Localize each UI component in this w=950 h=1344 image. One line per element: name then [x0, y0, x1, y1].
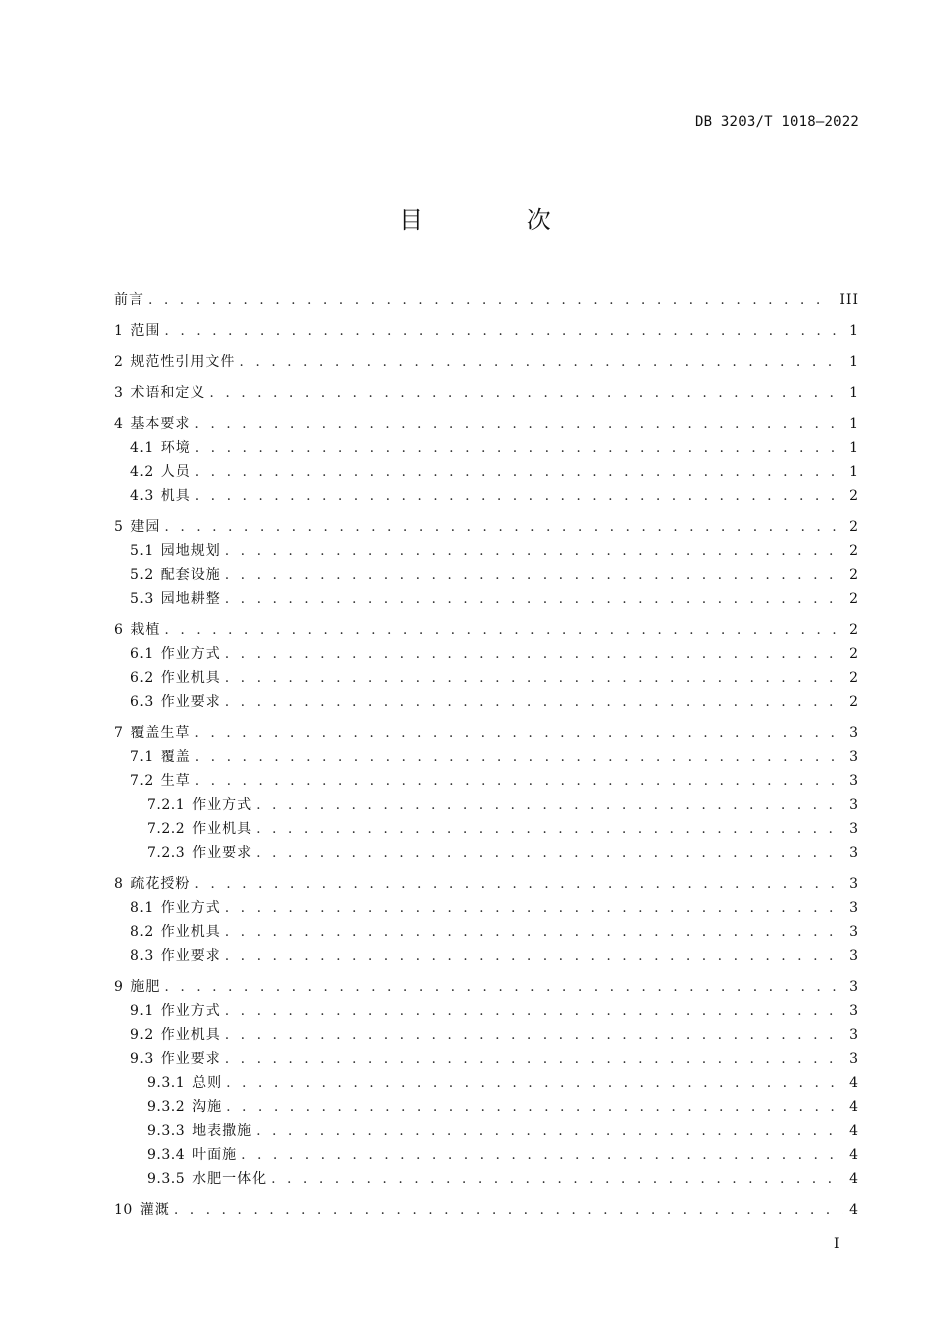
toc-leader-dots — [225, 644, 843, 664]
toc-entry[interactable] — [114, 692, 859, 712]
toc-entry-page: 4 — [849, 1171, 859, 1187]
toc-entry-label: 叶面施 — [192, 1147, 238, 1163]
toc-leader-dots — [195, 486, 843, 506]
toc-entry-page: III — [839, 292, 859, 308]
toc-entry[interactable] — [114, 747, 859, 767]
toc-entry-page: 4 — [849, 1147, 859, 1163]
toc-entry[interactable] — [114, 414, 859, 434]
toc-entry-number: 6.1 — [130, 646, 154, 662]
toc-entry-page: 2 — [849, 622, 859, 638]
toc-entry-label: 环境 — [160, 440, 191, 456]
toc-entry-label: 作业机具 — [160, 670, 221, 686]
toc-entry-label: 作业要求 — [160, 694, 221, 710]
toc-entry-number: 6.3 — [130, 694, 154, 710]
toc-entry-number: 8.3 — [130, 948, 154, 964]
toc-entry-label: 术语和定义 — [130, 385, 206, 401]
toc-leader-dots — [256, 819, 843, 839]
toc-entry[interactable] — [114, 541, 859, 561]
toc-entry[interactable] — [114, 565, 859, 585]
toc-entry-page: 2 — [849, 567, 859, 583]
toc-entry[interactable] — [114, 486, 859, 506]
toc-entry[interactable] — [114, 1025, 859, 1045]
toc-entry-page: 3 — [849, 876, 859, 892]
toc-entry-number: 9.3.5 — [147, 1171, 186, 1187]
toc-leader-dots — [239, 352, 843, 372]
toc-entry-page: 4 — [849, 1123, 859, 1139]
toc-entry-number: 4 — [114, 416, 124, 432]
toc-leader-dots — [256, 1121, 843, 1141]
toc-entry-number: 7.2 — [130, 773, 154, 789]
toc-entry-number: 2 — [114, 354, 124, 370]
toc-entry-label: 规范性引用文件 — [130, 354, 236, 370]
toc-entry[interactable] — [114, 1169, 859, 1189]
toc-entry-label: 施肥 — [130, 979, 161, 995]
toc-entry-number: 9.1 — [130, 1003, 154, 1019]
toc-entry[interactable] — [114, 517, 859, 537]
toc-entry[interactable] — [114, 620, 859, 640]
toc-leader-dots — [225, 1049, 843, 1069]
toc-leader-dots — [164, 517, 843, 537]
toc-entry-number: 5 — [114, 519, 124, 535]
toc-leader-dots — [164, 321, 843, 341]
toc-entry[interactable] — [114, 898, 859, 918]
toc-leader-dots — [271, 1169, 843, 1189]
toc-entry[interactable] — [114, 723, 859, 743]
toc-entry[interactable] — [114, 1049, 859, 1069]
toc-entry[interactable] — [114, 977, 859, 997]
page-title: 目 次 — [399, 206, 599, 234]
toc-entry-number: 7 — [114, 725, 124, 741]
toc-entry-number: 9.3.1 — [147, 1075, 186, 1091]
toc-leader-dots — [164, 977, 843, 997]
toc-leader-dots — [226, 1097, 843, 1117]
toc-entry-number: 5.2 — [130, 567, 154, 583]
toc-entry-page: 4 — [849, 1075, 859, 1091]
toc-entry-page: 3 — [849, 948, 859, 964]
toc-entry-number: 6.2 — [130, 670, 154, 686]
toc-leader-dots — [209, 383, 843, 403]
toc-entry-number: 7.2.3 — [147, 845, 186, 861]
toc-entry-page: 3 — [849, 1003, 859, 1019]
toc-entry-number: 1 — [114, 323, 124, 339]
toc-entry-number: 5.3 — [130, 591, 154, 607]
toc-entry-label: 作业机具 — [192, 821, 253, 837]
toc-entry-page: 1 — [849, 323, 859, 339]
toc-entry[interactable] — [114, 321, 859, 341]
toc-entry-label: 园地耕整 — [160, 591, 221, 607]
toc-leader-dots — [226, 1073, 843, 1093]
toc-entry[interactable] — [114, 771, 859, 791]
toc-entry-number: 8.1 — [130, 900, 154, 916]
toc-entry-label: 前言 — [114, 292, 144, 308]
toc-entry[interactable] — [114, 946, 859, 966]
toc-entry-label: 覆盖 — [160, 749, 191, 765]
toc-entry-page: 2 — [849, 543, 859, 559]
toc-entry-label: 疏花授粉 — [130, 876, 191, 892]
toc-entry-page: 2 — [849, 591, 859, 607]
toc-entry-label: 沟施 — [192, 1099, 223, 1115]
toc-entry-page: 3 — [849, 979, 859, 995]
toc-entry-page: 3 — [849, 797, 859, 813]
toc-entry-page: 4 — [849, 1099, 859, 1115]
toc-entry[interactable] — [114, 438, 859, 458]
toc-leader-dots — [225, 898, 843, 918]
toc-entry-label: 栽植 — [130, 622, 161, 638]
toc-leader-dots — [241, 1145, 843, 1165]
toc-entry-number: 7.1 — [130, 749, 154, 765]
toc-entry-label: 机具 — [160, 488, 191, 504]
toc-entry-label: 作业要求 — [160, 948, 221, 964]
toc-entry-page: 1 — [849, 464, 859, 480]
toc-entry-number: 3 — [114, 385, 124, 401]
toc-entry[interactable] — [114, 874, 859, 894]
toc-entry-label: 基本要求 — [130, 416, 191, 432]
toc-entry-number: 9.3.2 — [147, 1099, 186, 1115]
toc-leader-dots — [148, 290, 833, 310]
toc-entry-page: 3 — [849, 1027, 859, 1043]
toc-entry-label: 生草 — [160, 773, 191, 789]
toc-entry-page: 2 — [849, 488, 859, 504]
toc-leader-dots — [225, 1001, 843, 1021]
toc-entry-label: 地表撒施 — [192, 1123, 253, 1139]
toc-leader-dots — [194, 723, 843, 743]
toc-entry-page: 3 — [849, 725, 859, 741]
toc-entry-page: 2 — [849, 670, 859, 686]
toc-entry-page: 2 — [849, 519, 859, 535]
toc-leader-dots — [256, 795, 843, 815]
toc-entry-label: 作业机具 — [160, 924, 221, 940]
page-number: I — [834, 1236, 840, 1252]
toc-entry-label: 配套设施 — [160, 567, 221, 583]
toc-entry-page: 2 — [849, 694, 859, 710]
toc-entry-page: 1 — [849, 440, 859, 456]
toc-entry-label: 灌溉 — [139, 1202, 170, 1218]
toc-entry[interactable] — [114, 383, 859, 403]
toc-entry[interactable] — [114, 462, 859, 482]
toc-leader-dots — [225, 946, 843, 966]
toc-entry[interactable] — [114, 922, 859, 942]
toc-leader-dots — [225, 541, 843, 561]
toc-entry-page: 3 — [849, 924, 859, 940]
toc-entry[interactable] — [114, 1073, 859, 1093]
toc-entry-label: 总则 — [192, 1075, 223, 1091]
toc-entry[interactable] — [114, 589, 859, 609]
toc-leader-dots — [195, 771, 843, 791]
toc-entry-page: 3 — [849, 821, 859, 837]
toc-entry-label: 作业方式 — [160, 1003, 221, 1019]
toc-entry-number: 8 — [114, 876, 124, 892]
toc-entry-label: 人员 — [160, 464, 191, 480]
toc-entry-label: 作业方式 — [160, 646, 221, 662]
toc-entry-page: 4 — [849, 1202, 859, 1218]
toc-entry[interactable] — [114, 795, 859, 815]
toc-entry-number: 6 — [114, 622, 124, 638]
toc-entry-label: 范围 — [130, 323, 161, 339]
toc-entry[interactable] — [114, 352, 859, 372]
toc-leader-dots — [194, 874, 843, 894]
toc-entry[interactable] — [114, 819, 859, 839]
toc-entry[interactable] — [114, 1001, 859, 1021]
toc-entry-label: 水肥一体化 — [192, 1171, 268, 1187]
toc-entry-number: 4.3 — [130, 488, 154, 504]
toc-entry-page: 3 — [849, 900, 859, 916]
toc-entry[interactable] — [114, 644, 859, 664]
toc-entry-number: 4.2 — [130, 464, 154, 480]
toc-entry[interactable] — [114, 843, 859, 863]
toc-leader-dots — [195, 438, 843, 458]
toc-entry-label: 作业要求 — [192, 845, 253, 861]
toc-leader-dots — [225, 565, 843, 585]
toc-leader-dots — [164, 620, 843, 640]
toc-entry[interactable] — [114, 290, 859, 310]
toc-entry-number: 7.2.1 — [147, 797, 186, 813]
toc-entry-number: 9.3.4 — [147, 1147, 186, 1163]
toc-entry-number: 4.1 — [130, 440, 154, 456]
toc-entry-label: 作业方式 — [160, 900, 221, 916]
toc-entry-label: 覆盖生草 — [130, 725, 191, 741]
toc-leader-dots — [194, 414, 843, 434]
toc-entry-number: 7.2.2 — [147, 821, 186, 837]
toc-entry[interactable] — [114, 1145, 859, 1165]
toc-entry[interactable] — [114, 1097, 859, 1117]
toc-entry-number: 10 — [114, 1202, 133, 1218]
toc-entry-page: 3 — [849, 773, 859, 789]
toc-leader-dots — [225, 589, 843, 609]
toc-entry[interactable] — [114, 1121, 859, 1141]
toc-entry-page: 1 — [849, 416, 859, 432]
toc-leader-dots — [225, 1025, 843, 1045]
toc-entry-label: 作业要求 — [160, 1051, 221, 1067]
toc-leader-dots — [225, 692, 843, 712]
toc-leader-dots — [225, 922, 843, 942]
toc-entry-number: 9.2 — [130, 1027, 154, 1043]
toc-entry-page: 1 — [849, 385, 859, 401]
toc-entry-label: 作业方式 — [192, 797, 253, 813]
toc-entry-label: 建园 — [130, 519, 161, 535]
toc-entry-page: 3 — [849, 1051, 859, 1067]
toc-entry-page: 3 — [849, 749, 859, 765]
toc-leader-dots — [174, 1200, 843, 1220]
toc-entry-page: 1 — [849, 354, 859, 370]
toc-entry-page: 3 — [849, 845, 859, 861]
toc-entry-page: 2 — [849, 646, 859, 662]
toc-entry-label: 园地规划 — [160, 543, 221, 559]
toc-leader-dots — [195, 747, 843, 767]
toc-entry-number: 9.3 — [130, 1051, 154, 1067]
toc-leader-dots — [256, 843, 843, 863]
toc-leader-dots — [225, 668, 843, 688]
toc-entry-label: 作业机具 — [160, 1027, 221, 1043]
toc-entry[interactable] — [114, 668, 859, 688]
document-code: DB 3203/T 1018—2022 — [695, 114, 859, 130]
toc-entry-number: 5.1 — [130, 543, 154, 559]
toc-leader-dots — [195, 462, 843, 482]
toc-entry-number: 8.2 — [130, 924, 154, 940]
toc-entry-number: 9 — [114, 979, 124, 995]
toc-entry-number: 9.3.3 — [147, 1123, 186, 1139]
toc-entry[interactable] — [114, 1200, 859, 1220]
